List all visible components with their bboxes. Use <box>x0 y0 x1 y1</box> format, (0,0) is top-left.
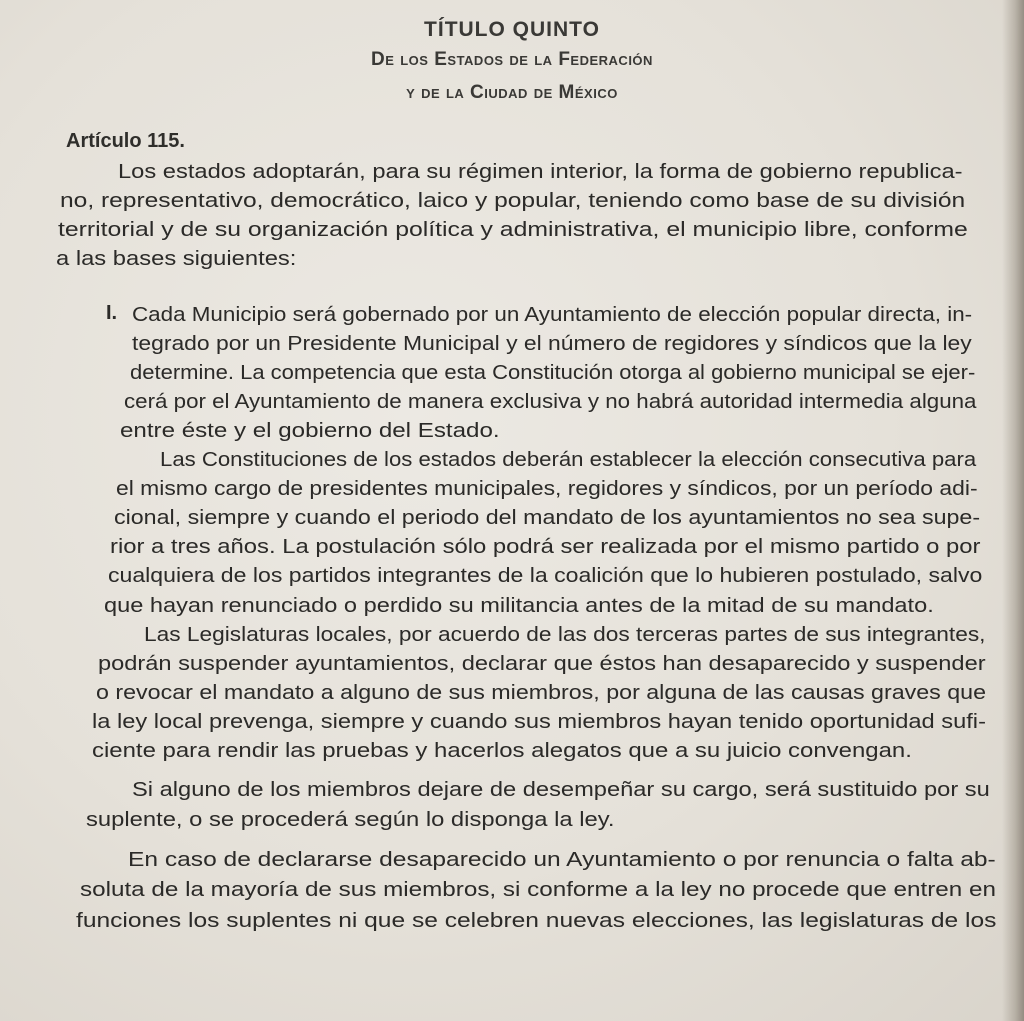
body-line: En caso de declararse desaparecido un Ayuntamiento o por renuncia o falta ab- <box>128 849 996 871</box>
page-shadow-edge <box>1002 0 1024 1021</box>
body-line: la ley local prevenga, siempre y cuando sus miembros hayan tenido oportunidad sufi- <box>92 711 986 733</box>
body-line: o revocar el mandato a alguno de sus miembros, por alguna de las causas graves que <box>96 682 987 704</box>
body-line: rior a tres años. La postulación sólo podrá ser realizada por el mismo partido o por <box>110 536 981 558</box>
article-heading: Artículo 115. <box>66 130 185 152</box>
body-line: Las Legislaturas locales, por acuerdo de las dos terceras partes de sus integrantes, <box>144 624 986 646</box>
body-line: que hayan renunciado o perdido su militancia antes de la mitad de su mandato. <box>104 595 934 617</box>
section-numeral: I. <box>106 302 118 324</box>
intro-line: territorial y de su organización política y administrativa, el municipio libre, conforme <box>58 219 968 241</box>
body-line: suplente, o se procederá según lo disponga la ley. <box>86 809 615 831</box>
body-line: cional, siempre y cuando el periodo del mandato de los ayuntamientos no sea supe- <box>114 507 981 529</box>
body-line: Cada Municipio será gobernado por un Ayuntamiento de elección popular directa, in- <box>132 304 973 326</box>
intro-line: a las bases siguientes: <box>56 248 297 270</box>
body-line: soluta de la mayoría de sus miembros, si conforme a la ley no procede que entren en <box>80 879 996 901</box>
body-line: cualquiera de los partidos integrantes de la coalición que lo hubieren postulado, salvo <box>108 565 983 587</box>
body-line: el mismo cargo de presidentes municipales, regidores y síndicos, por un período adi- <box>116 478 978 500</box>
body-line: funciones los suplentes ni que se celebren nuevas elecciones, las legislaturas de los <box>76 910 997 932</box>
body-line: Si alguno de los miembros dejare de desempeñar su cargo, será sustituido por su <box>132 779 990 801</box>
title-heading: TÍTULO QUINTO <box>424 18 600 41</box>
intro-line: Los estados adoptarán, para su régimen interior, la forma de gobierno republica- <box>118 161 963 183</box>
body-line: entre éste y el gobierno del Estado. <box>120 420 500 442</box>
body-line: cerá por el Ayuntamiento de manera exclusiva y no habrá autoridad intermedia alguna <box>124 391 977 413</box>
body-line: tegrado por un Presidente Municipal y el número de regidores y síndicos que la ley <box>132 333 972 355</box>
body-line: ciente para rendir las pruebas y hacerlos alegatos que a su juicio convengan. <box>92 740 912 762</box>
body-line: determine. La competencia que esta Constitución otorga al gobierno municipal se ejer- <box>130 362 976 384</box>
subtitle-line-1: De los Estados de la Federación <box>371 49 653 70</box>
intro-line: no, representativo, democrático, laico y popular, teniendo como base de su división <box>60 190 966 212</box>
body-line: Las Constituciones de los estados deberán establecer la elección consecutiva para <box>160 449 977 471</box>
subtitle-line-2: y de la Ciudad de México <box>406 82 618 103</box>
body-line: podrán suspender ayuntamientos, declarar que éstos han desaparecido y suspender <box>98 653 986 675</box>
